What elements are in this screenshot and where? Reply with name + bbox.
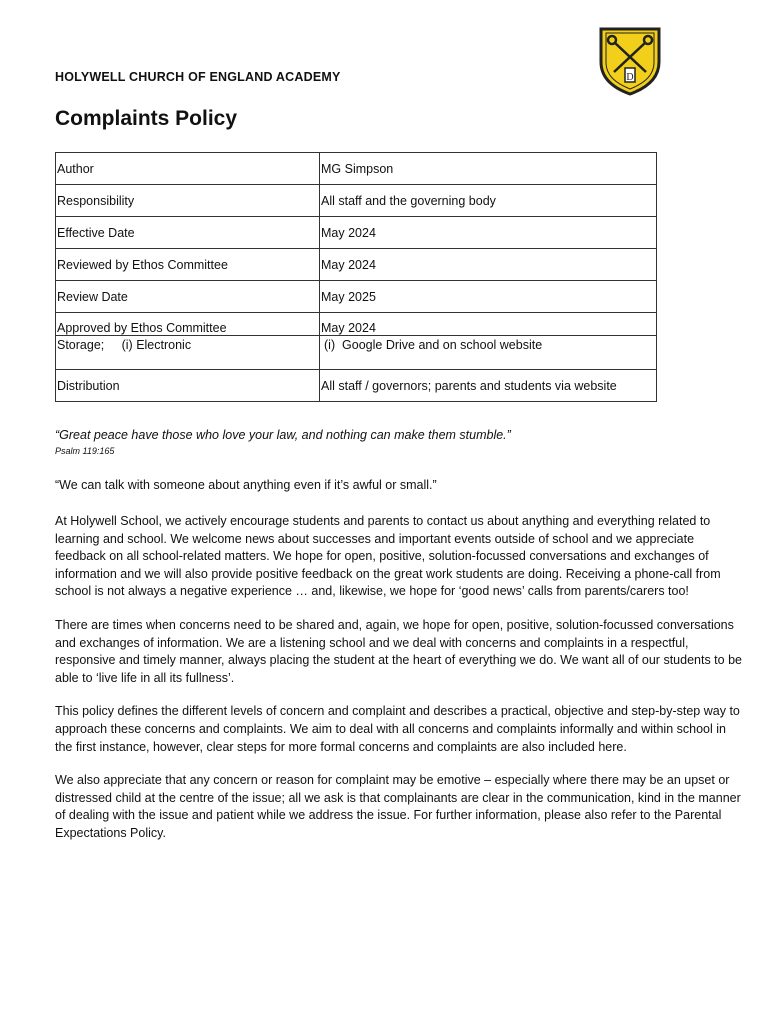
- table-row: [56, 153, 657, 185]
- school-crest-icon: [598, 26, 662, 96]
- row-label: Reviewed by Ethos Committee: [56, 249, 320, 281]
- row-label: Effective Date: [56, 217, 320, 249]
- table-row: [56, 336, 657, 370]
- row-value: All staff / governors; parents and students via website: [320, 370, 657, 402]
- row-label: Author: [56, 153, 320, 185]
- row-label: Responsibility: [56, 185, 320, 217]
- paragraph: This policy defines the different levels of concern and complaint and describes a practical, objective and step-by-step way to approach these concerns and complaints. We aim to deal with all concerns and complaints informally and within school in the first instance, however, clear steps for more formal concerns and complaints are also included here.: [55, 704, 740, 754]
- row-value: May 2024: [320, 217, 657, 249]
- row-value: All staff and the governing body: [320, 185, 657, 217]
- svg-text:D: D: [626, 72, 634, 83]
- table-row: [56, 370, 657, 402]
- row-label: Review Date: [56, 281, 320, 313]
- row-value: May 2024: [320, 313, 657, 336]
- policy-info-table: [55, 152, 657, 402]
- table-row: [56, 313, 657, 336]
- policy-body: [55, 513, 745, 859]
- paragraph: At Holywell School, we actively encourage students and parents to contact us about anything and everything related to learning and school. We welcome news about successes and important events outside of school and we appreciate feedback on all school-related matters. We hope for open, positive, solution-focussed conversations and exchanges of information and we will also provide positive feedback on the great work students are doing. Receiving a phone-call from school is not always a negative experience … and, likewise, we hope for ‘good news’ calls from parents/carers too!: [55, 514, 721, 599]
- table-row: [56, 281, 657, 313]
- table-row: [56, 249, 657, 281]
- paragraph: We also appreciate that any concern or reason for complaint may be emotive – especially where there may be an upset or distressed child at the centre of the issue; all we ask is that complainants are clear in the communication, kind in the manner of dealing with the issue and patient while we address the issue. For further information, please also refer to the Parental Expectations Policy.: [55, 773, 741, 840]
- scripture-reference: Psalm 119:165: [55, 446, 115, 456]
- row-value: May 2025: [320, 281, 657, 313]
- table-row: [56, 185, 657, 217]
- row-label: Distribution: [56, 370, 320, 402]
- paragraph: There are times when concerns need to be shared and, again, we hope for open, positive, solution-focussed conversations and exchanges of information. We are a listening school and we deal with concerns and complaints in a respectful, responsive and timely manner, always placing the student at the heart of everything we do. We want all of our students to be able to ‘live life in all its fullness’.: [55, 617, 742, 685]
- row-value: May 2024: [320, 249, 657, 281]
- document-title: Complaints Policy: [55, 107, 238, 130]
- school-name: HOLYWELL CHURCH OF ENGLAND ACADEMY: [55, 70, 341, 84]
- row-label: Approved by Ethos Committee: [56, 313, 320, 336]
- row-label: Storage; (i) Electronic: [56, 336, 320, 370]
- student-quote: “We can talk with someone about anything even if it’s awful or small.”: [55, 478, 437, 492]
- row-value: (i) Google Drive and on school website: [320, 336, 657, 370]
- scripture-quote: “Great peace have those who love your law, and nothing can make them stumble.”: [55, 428, 511, 442]
- table-row: [56, 217, 657, 249]
- row-value: MG Simpson: [320, 153, 657, 185]
